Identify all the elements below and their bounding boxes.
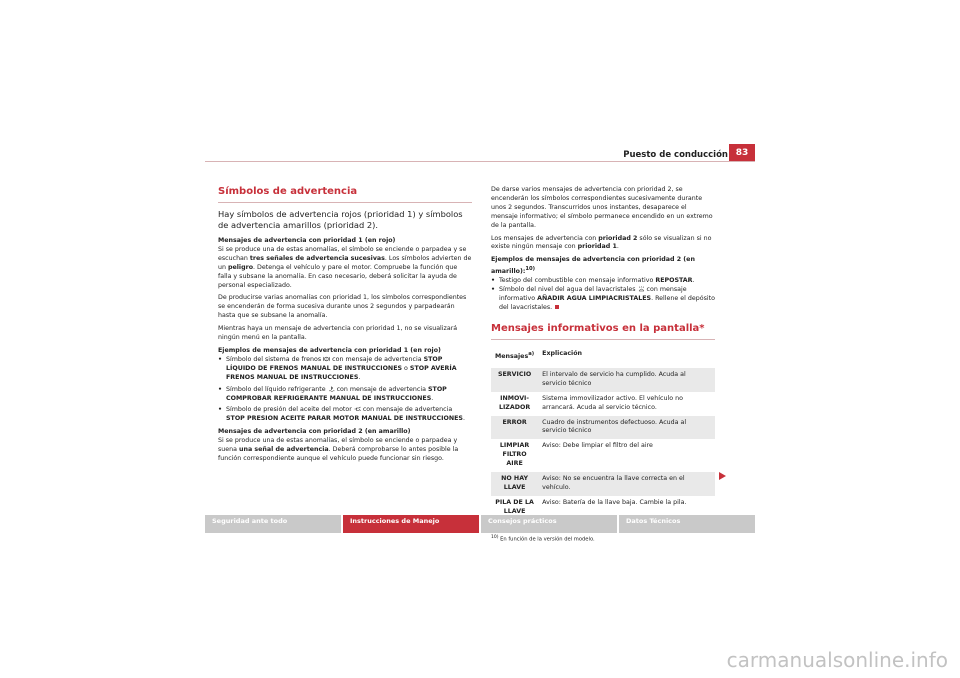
end-of-section-mark <box>555 305 559 309</box>
subheading-examples-priority-2: Ejemplos de mensajes de advertencia con prioridad 2 (en amarillo):$^{10)}$ <box>491 256 695 276</box>
list-item: • Testigo del combustible con mensaje informativo REPOSTAR. <box>491 277 695 285</box>
table-header-messages: Mensajes$^{a)}$ <box>495 350 535 360</box>
section-heading-info-messages: Mensajes informativos en la pantalla* <box>491 323 715 340</box>
table-header-explanation: Explicación <box>542 349 583 357</box>
list-item: • Símbolo del líquido refrigerante con mensaje de advertencia STOP COMPROBAR REFRIGERANTE MANUAL DE INSTRUCCIONES. <box>218 385 447 402</box>
washer-fluid-icon <box>638 286 645 292</box>
tab-instrucciones[interactable]: Instrucciones de Manejo <box>343 515 479 533</box>
right-column <box>491 186 715 543</box>
subheading-priority-1: Mensajes de advertencia con prioridad 1 (en rojo) <box>218 237 396 244</box>
svg-text:!: ! <box>326 357 328 361</box>
chapter-tab-bar <box>205 515 755 533</box>
next-page-arrow-icon[interactable] <box>719 472 726 480</box>
tab-datos[interactable]: Datos Técnicos <box>619 515 755 533</box>
list-item: • Símbolo del nivel del agua del lavacristales con mensaje informativo AÑADIR AGUA LIMPIACRISTALES. Rellene el depósito del lavacristales. <box>491 286 715 311</box>
subheading-examples-priority-1: Ejemplos de mensajes de advertencia con prioridad 1 (en rojo) <box>218 346 441 354</box>
intro-text: Hay símbolos de advertencia rojos (prioridad 1) y símbolos de advertencia amarillos (prioridad 2). <box>218 209 463 230</box>
oil-pressure-icon <box>354 406 361 412</box>
header-title: Puesto de conducción <box>623 150 728 160</box>
table-row: INMOVI-LIZADOR Sistema immovilizador activo. El vehículo no arrancará. Acuda al servicio técnico. <box>498 394 683 411</box>
paragraph-priority-1: Si se produce una de estas anomalías, el símbolo se enciende o parpadea y se escuchan tres señales de advertencia sucesivas. Los símbolos advierten de un peligro. Detenga el vehículo y pare el motor. Compruebe la función que falla y subsane la anomalía. En caso necesario, deberá solicitar la ayuda de personal especializado. <box>218 245 472 289</box>
coolant-icon <box>328 386 335 392</box>
footnote: $^{10)}$ En función de la versión del modelo. <box>491 534 595 543</box>
paragraph-no-menu: Mientras haya un mensaje de advertencia con prioridad 1, no se visualizará ningún menú en la pantalla. <box>218 325 458 342</box>
watermark: carmanualsonline.info <box>726 648 948 672</box>
list-item: • Símbolo de presión del aceite del motor con mensaje de advertencia STOP PRESION ACEITE PARAR MOTOR MANUAL DE INSTRUCCIONES. <box>218 406 465 423</box>
paragraph-priority-2: Si se produce una de estas anomalías, el símbolo se enciende o parpadea y suena una señal de advertencia. Deberá comprobarse lo antes posible la función correspondiente aunque el vehículo puede funcionar sin riesgo. <box>218 437 459 462</box>
left-column <box>218 186 472 468</box>
table-row: NO HAY LLAVE Aviso: No se encuentra la llave correcta en el vehículo. <box>491 472 715 496</box>
subheading-priority-2: Mensajes de advertencia con prioridad 2 (en amarillo) <box>218 428 411 436</box>
paragraph-multiple-faults: De producirse varias anomalías con prioridad 1, los símbolos correspondientes se encenderán de forma sucesiva durante unos 2 segundos y parpadearán hasta que se subsane la anomalía. <box>218 294 467 320</box>
tab-consejos[interactable]: Consejos prácticos <box>481 515 617 533</box>
section-heading-warning-symbols: Símbolos de advertencia <box>218 186 472 203</box>
table-row: ERROR Cuadro de instrumentos defectuoso. Acuda al servicio técnico <box>491 416 715 440</box>
table-row: PILA DE LA LLAVE Aviso: Batería de la llave baja. Cambie la pila. <box>495 498 687 515</box>
header-rule <box>205 161 755 162</box>
paragraph-priority-2-visibility: Los mensajes de advertencia con prioridad 2 sólo se visualizan si no existe ningún mensaje con prioridad 1. <box>491 234 712 251</box>
page-number: 83 <box>729 144 755 161</box>
list-item: • Símbolo del sistema de frenos ! con mensaje de advertencia STOP LÍQUIDO DE FRENOS MANUAL DE INSTRUCCIONES o STOP AVERÍA FRENOS MANUAL DE INSTRUCCIONES. <box>218 355 457 381</box>
paragraph-multiple-priority-2: De darse varios mensajes de advertencia con prioridad 2, se encenderán los símbolos correspondientes sucesivamente durante unos 2 segundos. Transcurridos unos instantes, desaparece el mensaje informativo; el símbolo permanece encendido en un extremo de la pantalla. <box>491 186 713 229</box>
messages-table <box>491 346 715 520</box>
table-row: LIMPIAR FILTRO AIRE Aviso: Debe limpiar el filtro del aire <box>499 442 653 468</box>
tab-seguridad[interactable]: Seguridad ante todo <box>205 515 341 533</box>
table-row: SERVICIO El intervalo de servicio ha cumplido. Acuda al servicio técnico <box>491 368 715 392</box>
